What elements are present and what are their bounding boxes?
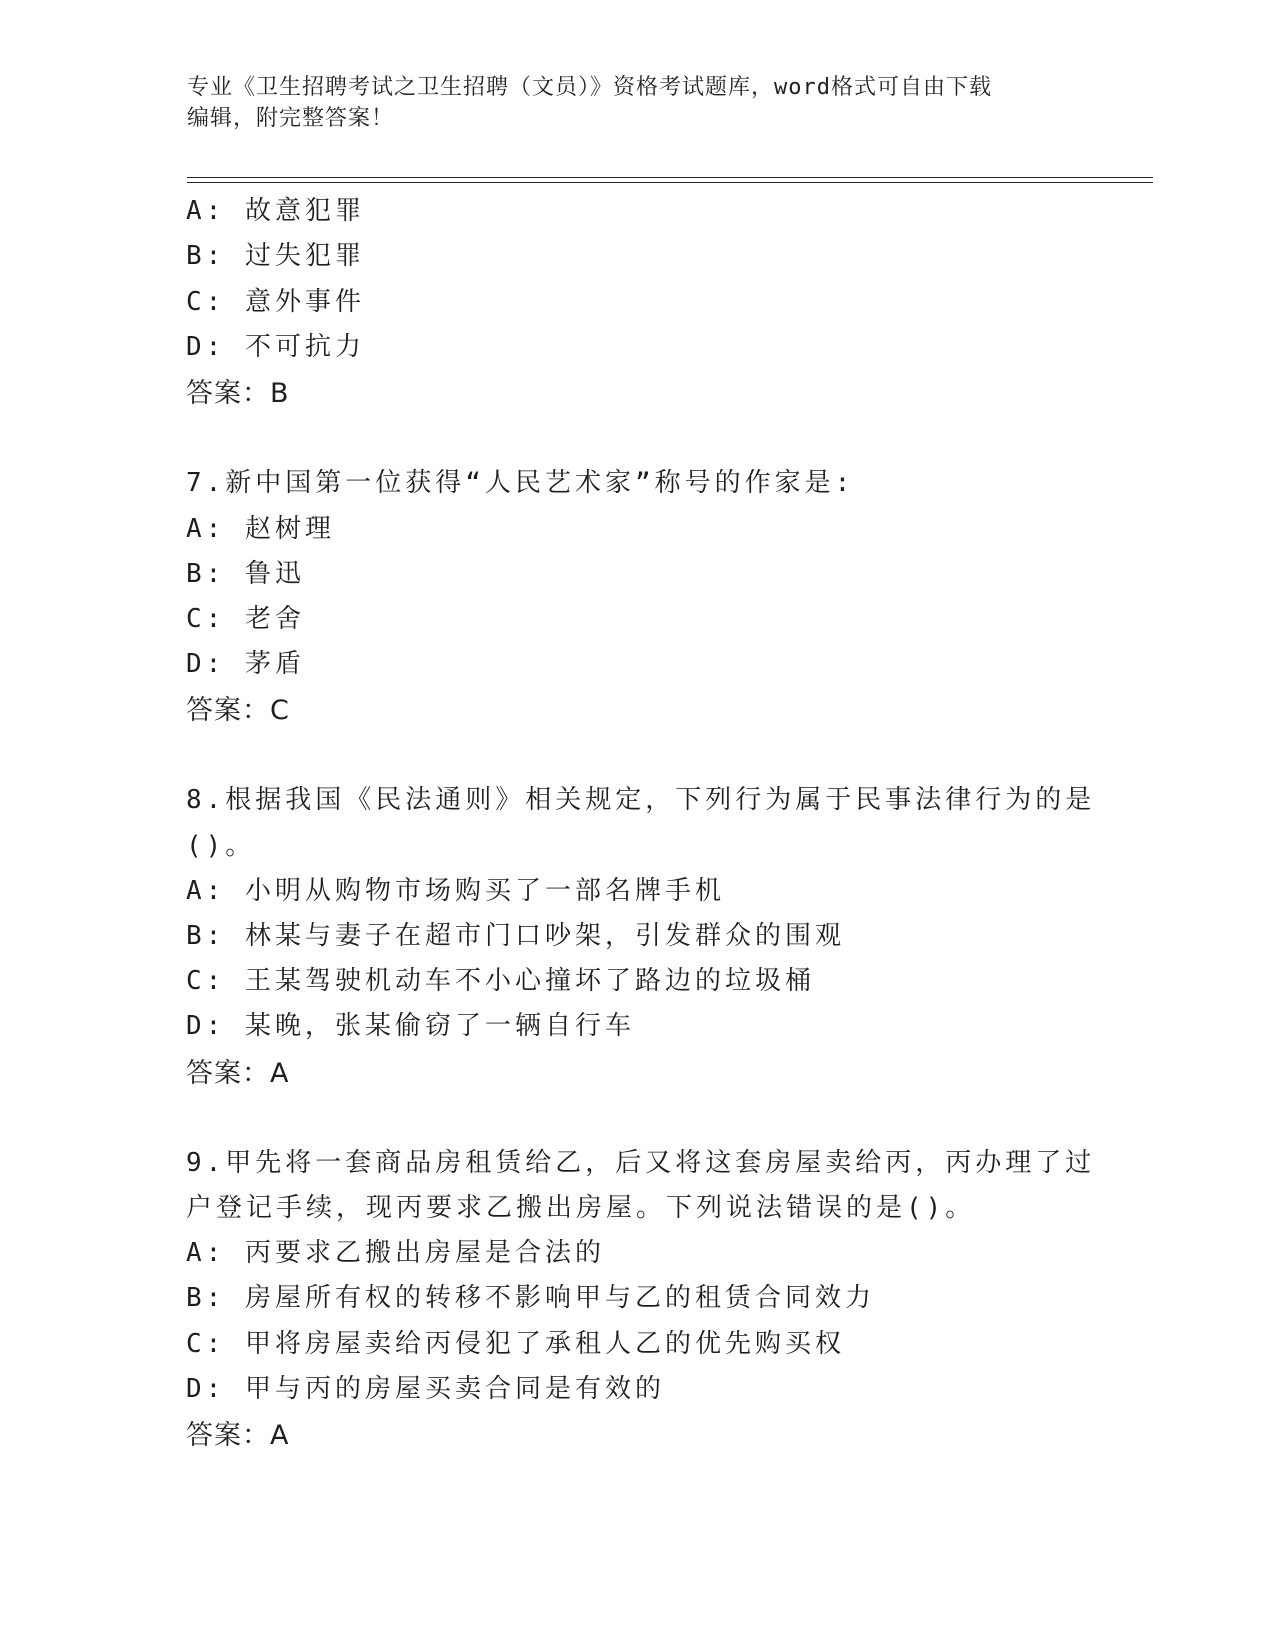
q9-option-c: C: 甲将房屋卖给丙侵犯了承租人乙的优先购买权 [186,1329,845,1359]
q8-option-c: C: 王某驾驶机动车不小心撞坏了路边的垃圾桶 [186,966,815,996]
document-header [187,72,1087,134]
header-line-2: 编辑，附完整答案！ [187,106,395,131]
q6-option-d: D: 不可抗力 [186,332,365,362]
q8-question-line-2: ()。 [186,831,256,861]
q8-answer: 答案：A [186,1058,290,1089]
q8-option-b: B: 林某与妻子在超市门口吵架，引发群众的围观 [186,921,845,951]
q9-option-d: D: 甲与丙的房屋买卖合同是有效的 [186,1374,665,1404]
q7-option-a: A: 赵树理 [186,514,335,544]
header-rule-top [187,177,1153,178]
q6-answer: 答案：B [186,378,290,409]
q8-option-a: A: 小明从购物市场购买了一部名牌手机 [186,876,725,906]
header-rule-bottom [187,182,1153,183]
q7-answer: 答案：C [186,695,290,726]
q8-question-line-1: 8.根据我国《民法通则》相关规定，下列行为属于民事法律行为的是 [186,785,1096,815]
q7-option-d: D: 茅盾 [186,649,305,679]
q9-question-line-1: 9.甲先将一套商品房租赁给乙，后又将这套房屋卖给丙，丙办理了过 [186,1148,1096,1178]
q9-question-line-2: 户登记手续，现丙要求乙搬出房屋。下列说法错误的是()。 [186,1193,976,1223]
q6-option-a: A: 故意犯罪 [186,196,365,226]
q9-answer: 答案：A [186,1420,290,1451]
q7-option-c: C: 老舍 [186,604,305,634]
q6-option-b: B: 过失犯罪 [186,241,365,271]
q8-option-d: D: 某晚，张某偷窃了一辆自行车 [186,1011,635,1041]
q6-option-c: C: 意外事件 [186,287,365,317]
header-line-1: 专业《卫生招聘考试之卫生招聘（文员）》资格考试题库，word格式可自由下载 [187,75,992,100]
q9-option-a: A: 丙要求乙搬出房屋是合法的 [186,1238,605,1268]
q7-option-b: B: 鲁迅 [186,559,305,589]
q7-question: 7.新中国第一位获得“人民艺术家”称号的作家是: [186,468,855,498]
q9-option-b: B: 房屋所有权的转移不影响甲与乙的租赁合同效力 [186,1283,875,1313]
